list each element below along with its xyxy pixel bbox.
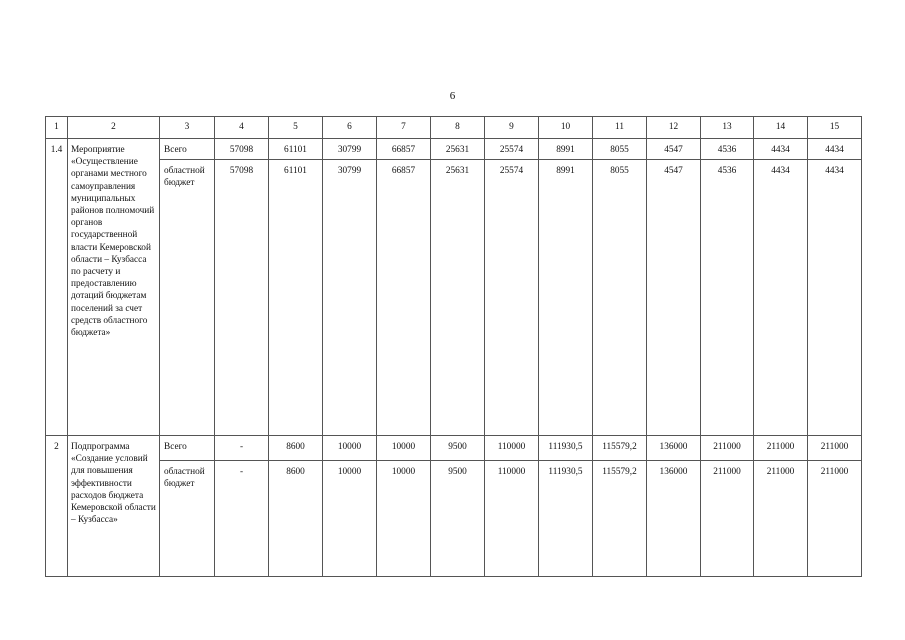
value-cell: 110000 [485,461,539,577]
value-cell: 4434 [754,160,808,436]
value-cell: 136000 [647,436,701,461]
value-cell: 9500 [431,461,485,577]
value-cell: 25574 [485,139,539,160]
sub-row-label: областной бюджет [160,160,215,436]
value-cell: 110000 [485,436,539,461]
column-header: 4 [215,117,269,139]
table-row [46,139,862,160]
value-cell: 211000 [754,436,808,461]
column-header: 5 [269,117,323,139]
value-cell: 4547 [647,139,701,160]
value-cell: 10000 [377,461,431,577]
value-cell: 25574 [485,160,539,436]
value-cell: 4434 [808,160,862,436]
value-cell: 10000 [323,436,377,461]
column-header: 1 [46,117,68,139]
column-header: 12 [647,117,701,139]
column-header: 15 [808,117,862,139]
column-header: 10 [539,117,593,139]
value-cell: 25631 [431,160,485,436]
value-cell: 9500 [431,436,485,461]
budget-table [45,116,862,577]
value-cell: 211000 [808,436,862,461]
value-cell: 8055 [593,139,647,160]
value-cell: 211000 [754,461,808,577]
value-cell: 8055 [593,160,647,436]
value-cell: 25631 [431,139,485,160]
column-header: 9 [485,117,539,139]
column-header: 14 [754,117,808,139]
value-cell: 115579,2 [593,436,647,461]
column-header: 13 [701,117,754,139]
sub-row-label: Всего [160,139,215,160]
sub-row-label: Всего [160,436,215,461]
value-cell: 4434 [808,139,862,160]
header-row [46,117,862,139]
row-number: 1.4 [46,139,68,436]
value-cell: 8991 [539,160,593,436]
page-number: 6 [449,90,456,102]
value-cell: 136000 [647,461,701,577]
column-header: 2 [68,117,160,139]
table-row [46,461,862,577]
table-row [46,436,862,461]
value-cell: 57098 [215,139,269,160]
value-cell: - [215,461,269,577]
value-cell: 61101 [269,139,323,160]
value-cell: 211000 [701,461,754,577]
value-cell: 111930,5 [539,461,593,577]
value-cell: 115579,2 [593,461,647,577]
value-cell: 66857 [377,160,431,436]
table-row [46,160,862,436]
value-cell: 4536 [701,139,754,160]
value-cell: 8600 [269,436,323,461]
value-cell: 10000 [377,436,431,461]
value-cell: 66857 [377,139,431,160]
row-title: Мероприятие «Осуществление органами местного самоуправления муниципальных районов полномочий органов государственной власти Кемеровской области – Кузбасса по расчету и предоставлению дотаций бюджетам поселений за счет средств областного бюджета» [68,139,160,436]
value-cell: 57098 [215,160,269,436]
value-cell: 61101 [269,160,323,436]
value-cell: 211000 [701,436,754,461]
value-cell: - [215,436,269,461]
column-header: 7 [377,117,431,139]
row-number: 2 [46,436,68,577]
value-cell: 10000 [323,461,377,577]
column-header: 11 [593,117,647,139]
value-cell: 111930,5 [539,436,593,461]
value-cell: 8600 [269,461,323,577]
column-header: 6 [323,117,377,139]
row-title: Подпрограмма «Создание условий для повышения эффективности расходов бюджета Кемеровской области – Кузбасса» [68,436,160,577]
value-cell: 4434 [754,139,808,160]
column-header: 8 [431,117,485,139]
column-header: 3 [160,117,215,139]
value-cell: 211000 [808,461,862,577]
value-cell: 8991 [539,139,593,160]
value-cell: 4547 [647,160,701,436]
sub-row-label: областной бюджет [160,461,215,577]
value-cell: 4536 [701,160,754,436]
value-cell: 30799 [323,139,377,160]
value-cell: 30799 [323,160,377,436]
